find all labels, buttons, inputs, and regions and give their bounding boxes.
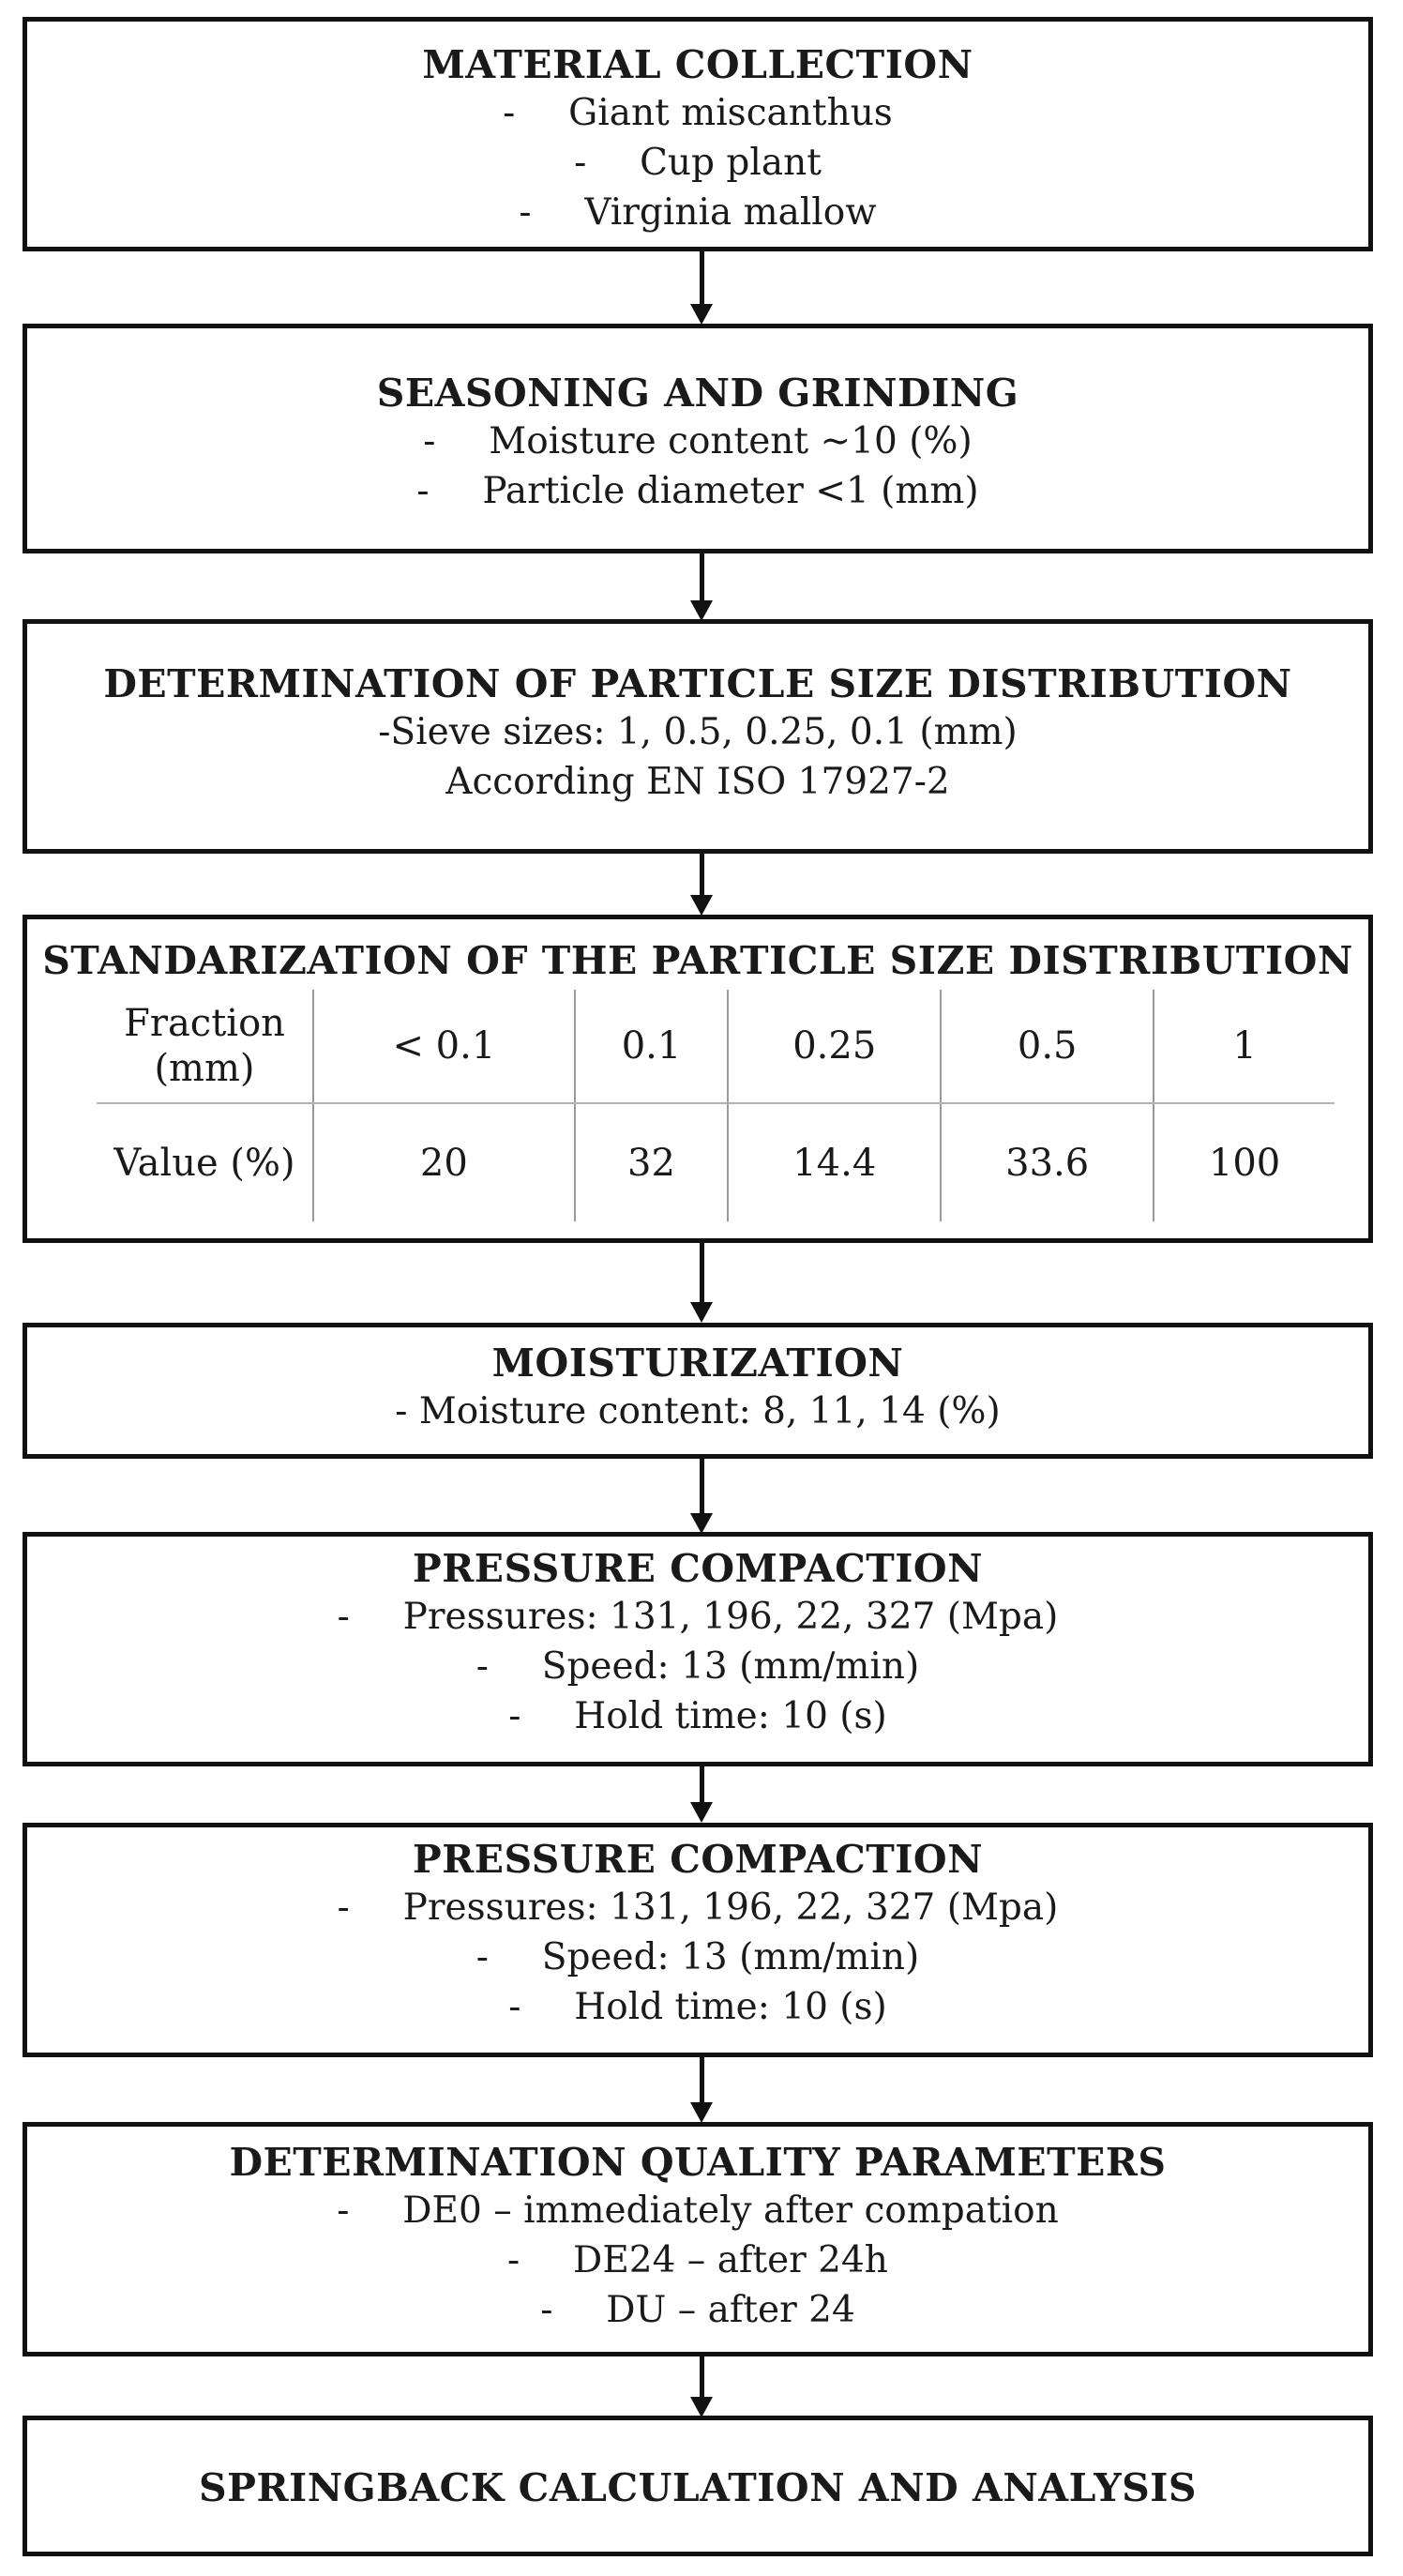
- step-items: [27, 88, 1368, 237]
- step-title: DETERMINATION QUALITY PARAMETERS: [229, 2140, 1167, 2185]
- step-title: PRESSURE COMPACTION: [412, 1546, 984, 1591]
- list-item: - Hold time: 10 (s): [508, 1695, 887, 1738]
- step-items: [27, 2186, 1368, 2335]
- list-item: - DE0 – immediately after compation: [337, 2190, 1059, 2233]
- flow-arrow: [690, 854, 713, 916]
- table-cell: 14.4: [728, 1103, 941, 1221]
- step-standardization: [23, 915, 1373, 1243]
- step-title: DETERMINATION OF PARTICLE SIZE DISTRIBUTION: [103, 661, 1292, 706]
- step-pressure-compaction-2: [23, 1823, 1373, 2057]
- step-moisturization: [23, 1323, 1373, 1459]
- list-item: - DE24 – after 24h: [507, 2239, 888, 2282]
- step-springback-analysis: [23, 2416, 1373, 2556]
- step-seasoning-grinding: [23, 324, 1373, 553]
- list-item: - Virginia mallow: [519, 191, 877, 235]
- step-items: [27, 707, 1368, 807]
- step-title: PRESSURE COMPACTION: [412, 1837, 984, 1882]
- table-cell: 100: [1154, 1103, 1335, 1221]
- table-cell: 32: [575, 1103, 729, 1221]
- flow-arrow: [690, 2356, 713, 2417]
- table-row: [97, 990, 1335, 1103]
- step-title: SPRINGBACK CALCULATION AND ANALYSIS: [199, 2465, 1197, 2510]
- flow-arrow: [690, 1459, 713, 1534]
- table-cell: 0.1: [575, 990, 729, 1103]
- list-item: - Speed: 13 (mm/min): [475, 1936, 920, 1979]
- list-item: - Moisture content ~10 (%): [423, 420, 973, 463]
- list-item: - Giant miscanthus: [503, 92, 893, 135]
- table-cell: 0.5: [941, 990, 1154, 1103]
- row-label: Value (%): [113, 1141, 295, 1185]
- list-item: - Pressures: 131, 196, 22, 327 (Mpa): [337, 1887, 1059, 1930]
- step-title: SEASONING AND GRINDING: [376, 371, 1019, 416]
- table-cell: 20: [313, 1103, 575, 1221]
- table-cell: 0.25: [728, 990, 941, 1103]
- step-material-collection: [23, 17, 1373, 251]
- list-item: - DU – after 24: [540, 2289, 855, 2332]
- step-items: [27, 417, 1368, 516]
- step-title: MATERIAL COLLECTION: [422, 42, 973, 87]
- flow-arrow: [690, 251, 713, 325]
- row-label: Fraction (mm): [97, 990, 313, 1103]
- list-item: - Hold time: 10 (s): [508, 1986, 887, 2029]
- step-particle-size-distribution: [23, 619, 1373, 854]
- list-item: - Moisture content: 8, 11, 14 (%): [395, 1390, 1001, 1433]
- table-cell: < 0.1: [313, 990, 575, 1103]
- flow-arrow: [690, 1243, 713, 1323]
- step-title: STANDARIZATION OF THE PARTICLE SIZE DISTRIBUTION: [42, 938, 1353, 983]
- step-quality-parameters: [23, 2122, 1373, 2356]
- table-row: [97, 1103, 1335, 1221]
- list-item: - Cup plant: [574, 142, 822, 185]
- flow-arrow: [690, 553, 713, 621]
- list-item: - Particle diameter <1 (mm): [416, 470, 979, 513]
- step-items: [27, 1592, 1368, 1741]
- step-items: [27, 1883, 1368, 2032]
- table-cell: 33.6: [941, 1103, 1154, 1221]
- list-item: - Speed: 13 (mm/min): [475, 1645, 920, 1689]
- step-items: [27, 1386, 1368, 1436]
- step-pressure-compaction-1: [23, 1532, 1373, 1766]
- flow-arrow: [690, 1766, 713, 1823]
- list-item: According EN ISO 17927-2: [445, 761, 950, 804]
- flow-arrow: [690, 2057, 713, 2123]
- list-item: -Sieve sizes: 1, 0.5, 0.25, 0.1 (mm): [378, 711, 1018, 754]
- fraction-table: [97, 990, 1335, 1221]
- list-item: - Pressures: 131, 196, 22, 327 (Mpa): [337, 1596, 1059, 1639]
- table-cell: 1: [1154, 990, 1335, 1103]
- step-title: MOISTURIZATION: [491, 1341, 904, 1386]
